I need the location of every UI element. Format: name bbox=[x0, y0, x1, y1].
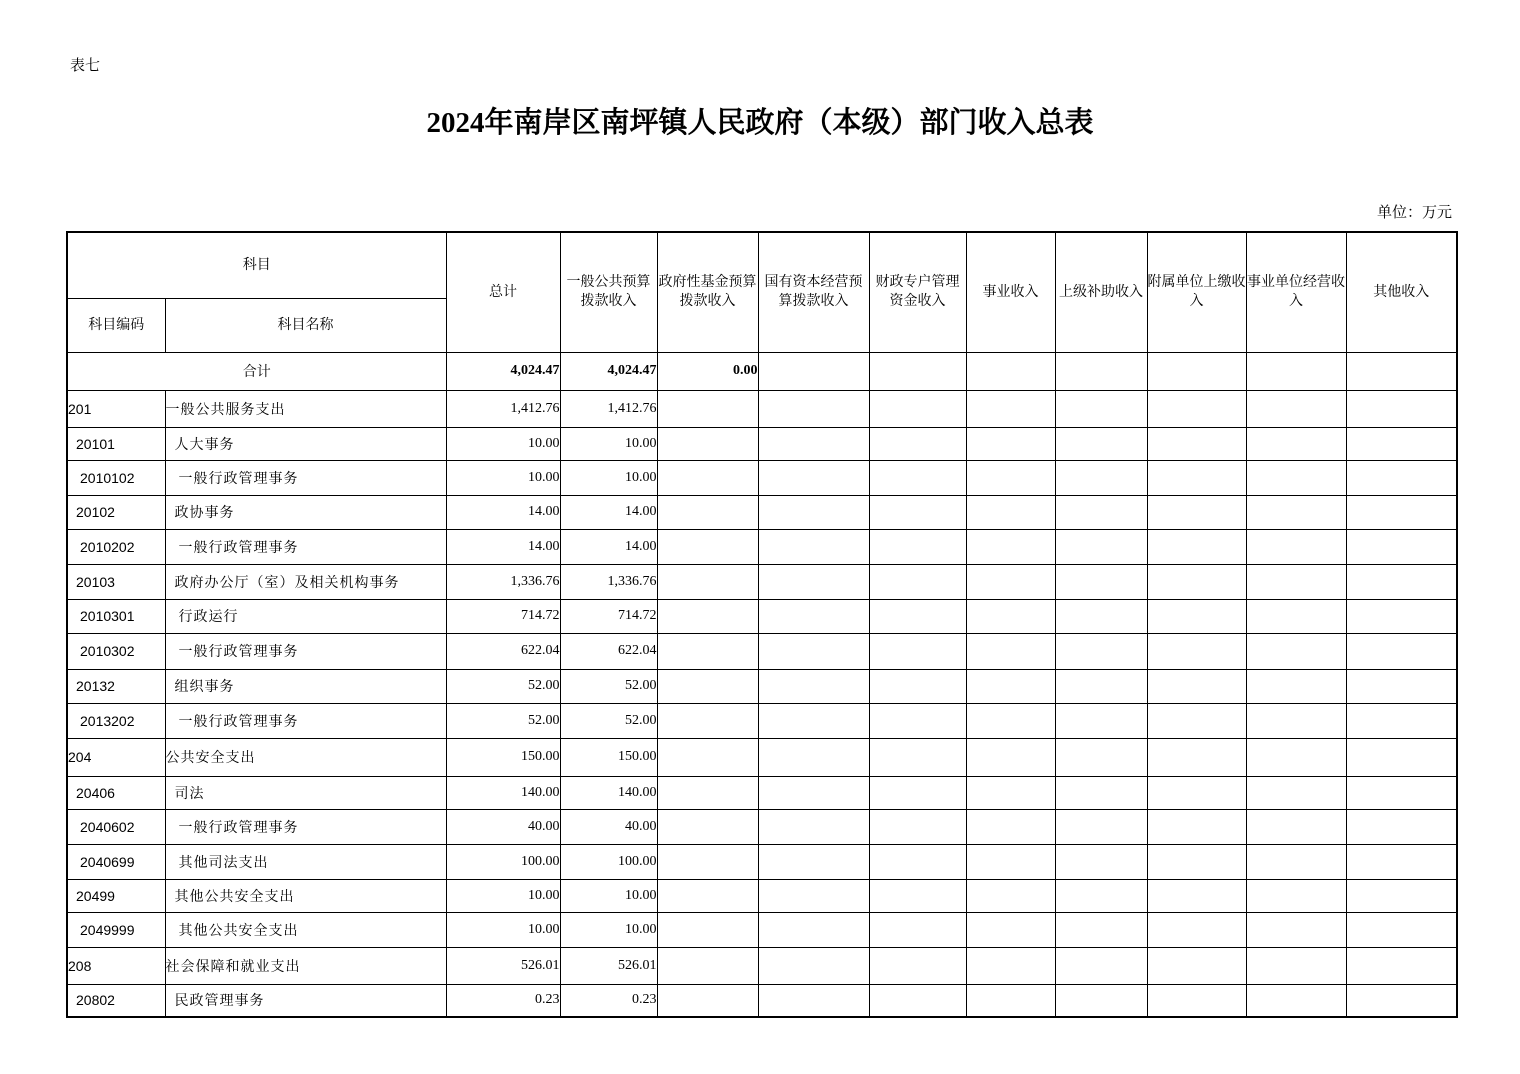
empty-cell bbox=[657, 564, 758, 599]
header-code: 科目编码 bbox=[67, 298, 165, 352]
empty-cell bbox=[758, 984, 869, 1017]
empty-cell bbox=[1055, 669, 1147, 703]
row-code: 2049999 bbox=[67, 912, 165, 947]
row-name: 一般行政管理事务 bbox=[165, 633, 446, 669]
empty-cell bbox=[657, 844, 758, 879]
table-row bbox=[67, 703, 1457, 738]
empty-cell bbox=[758, 947, 869, 984]
row-general-budget: 140.00 bbox=[560, 776, 657, 809]
empty-cell bbox=[758, 352, 869, 390]
empty-cell bbox=[657, 738, 758, 776]
empty-cell bbox=[1147, 669, 1246, 703]
empty-cell bbox=[657, 427, 758, 460]
empty-cell bbox=[758, 390, 869, 427]
row-name: 一般行政管理事务 bbox=[165, 809, 446, 844]
empty-cell bbox=[966, 633, 1055, 669]
empty-cell bbox=[869, 844, 966, 879]
row-general-budget: 10.00 bbox=[560, 460, 657, 495]
empty-cell bbox=[1346, 495, 1457, 529]
table-row bbox=[67, 912, 1457, 947]
row-name: 司法 bbox=[165, 776, 446, 809]
row-name: 其他公共安全支出 bbox=[165, 879, 446, 912]
empty-cell bbox=[657, 703, 758, 738]
empty-cell bbox=[758, 703, 869, 738]
empty-cell bbox=[1246, 390, 1346, 427]
empty-cell bbox=[1055, 776, 1147, 809]
empty-cell bbox=[1346, 427, 1457, 460]
table-row bbox=[67, 564, 1457, 599]
row-code: 2040602 bbox=[67, 809, 165, 844]
header-general-budget: 一般公共预算拨款收入 bbox=[560, 232, 657, 352]
table-row bbox=[67, 984, 1457, 1017]
empty-cell bbox=[966, 776, 1055, 809]
header-affiliated: 附属单位上缴收入 bbox=[1147, 232, 1246, 352]
empty-cell bbox=[1246, 352, 1346, 390]
row-code: 2010102 bbox=[67, 460, 165, 495]
row-total: 526.01 bbox=[446, 947, 560, 984]
empty-cell bbox=[1055, 947, 1147, 984]
empty-cell bbox=[1147, 495, 1246, 529]
row-general-budget: 10.00 bbox=[560, 427, 657, 460]
row-general-budget: 100.00 bbox=[560, 844, 657, 879]
empty-cell bbox=[1246, 947, 1346, 984]
row-general-budget: 52.00 bbox=[560, 669, 657, 703]
empty-cell bbox=[657, 879, 758, 912]
empty-cell bbox=[657, 947, 758, 984]
row-total: 10.00 bbox=[446, 879, 560, 912]
row-name: 政府办公厅（室）及相关机构事务 bbox=[165, 564, 446, 599]
empty-cell bbox=[869, 912, 966, 947]
row-general-budget: 622.04 bbox=[560, 633, 657, 669]
row-general-budget: 14.00 bbox=[560, 529, 657, 564]
table-row bbox=[67, 669, 1457, 703]
empty-cell bbox=[657, 633, 758, 669]
empty-cell bbox=[1147, 984, 1246, 1017]
empty-cell bbox=[1246, 495, 1346, 529]
row-name: 一般行政管理事务 bbox=[165, 703, 446, 738]
row-name: 民政管理事务 bbox=[165, 984, 446, 1017]
total-label: 合计 bbox=[67, 352, 446, 390]
row-general-budget: 10.00 bbox=[560, 912, 657, 947]
empty-cell bbox=[1346, 529, 1457, 564]
empty-cell bbox=[1346, 984, 1457, 1017]
row-code: 2010302 bbox=[67, 633, 165, 669]
empty-cell bbox=[758, 564, 869, 599]
empty-cell bbox=[1346, 390, 1457, 427]
empty-cell bbox=[869, 529, 966, 564]
row-total: 10.00 bbox=[446, 460, 560, 495]
row-code: 201 bbox=[67, 390, 165, 427]
empty-cell bbox=[966, 984, 1055, 1017]
empty-cell bbox=[869, 809, 966, 844]
row-name: 一般公共服务支出 bbox=[165, 390, 446, 427]
empty-cell bbox=[1055, 879, 1147, 912]
empty-cell bbox=[966, 460, 1055, 495]
empty-cell bbox=[758, 427, 869, 460]
empty-cell bbox=[1346, 669, 1457, 703]
empty-cell bbox=[758, 738, 869, 776]
row-total: 14.00 bbox=[446, 529, 560, 564]
empty-cell bbox=[758, 809, 869, 844]
empty-cell bbox=[1346, 633, 1457, 669]
empty-cell bbox=[966, 912, 1055, 947]
row-name: 其他公共安全支出 bbox=[165, 912, 446, 947]
empty-cell bbox=[1147, 390, 1246, 427]
row-total: 52.00 bbox=[446, 703, 560, 738]
empty-cell bbox=[657, 599, 758, 633]
table-row bbox=[67, 599, 1457, 633]
empty-cell bbox=[869, 984, 966, 1017]
empty-cell bbox=[1055, 738, 1147, 776]
empty-cell bbox=[869, 703, 966, 738]
empty-cell bbox=[1055, 529, 1147, 564]
row-name: 政协事务 bbox=[165, 495, 446, 529]
empty-cell bbox=[966, 390, 1055, 427]
empty-cell bbox=[758, 669, 869, 703]
empty-cell bbox=[1246, 844, 1346, 879]
empty-cell bbox=[966, 352, 1055, 390]
empty-cell bbox=[1346, 599, 1457, 633]
empty-cell bbox=[1055, 703, 1147, 738]
empty-cell bbox=[1147, 564, 1246, 599]
header-subject: 科目 bbox=[67, 232, 446, 298]
total-general-budget: 4,024.47 bbox=[560, 352, 657, 390]
empty-cell bbox=[758, 599, 869, 633]
row-code: 20132 bbox=[67, 669, 165, 703]
empty-cell bbox=[966, 427, 1055, 460]
table-row bbox=[67, 738, 1457, 776]
empty-cell bbox=[657, 809, 758, 844]
empty-cell bbox=[758, 776, 869, 809]
empty-cell bbox=[966, 495, 1055, 529]
empty-cell bbox=[758, 844, 869, 879]
row-total: 140.00 bbox=[446, 776, 560, 809]
empty-cell bbox=[1147, 427, 1246, 460]
row-total: 622.04 bbox=[446, 633, 560, 669]
empty-cell bbox=[869, 669, 966, 703]
row-general-budget: 150.00 bbox=[560, 738, 657, 776]
empty-cell bbox=[966, 947, 1055, 984]
table-row bbox=[67, 776, 1457, 809]
empty-cell bbox=[1246, 738, 1346, 776]
header-name: 科目名称 bbox=[165, 298, 446, 352]
table-row bbox=[67, 844, 1457, 879]
table-row bbox=[67, 947, 1457, 984]
row-name: 一般行政管理事务 bbox=[165, 529, 446, 564]
empty-cell bbox=[657, 495, 758, 529]
page-title: 2024年南岸区南坪镇人民政府（本级）部门收入总表 bbox=[426, 107, 1094, 139]
empty-cell bbox=[758, 495, 869, 529]
row-total: 1,336.76 bbox=[446, 564, 560, 599]
empty-cell bbox=[1147, 599, 1246, 633]
empty-cell bbox=[1246, 912, 1346, 947]
unit-label: 单位：万元 bbox=[1376, 203, 1452, 221]
empty-cell bbox=[1055, 564, 1147, 599]
row-total: 150.00 bbox=[446, 738, 560, 776]
row-general-budget: 1,336.76 bbox=[560, 564, 657, 599]
row-code: 20103 bbox=[67, 564, 165, 599]
row-total: 0.23 bbox=[446, 984, 560, 1017]
row-name: 行政运行 bbox=[165, 599, 446, 633]
empty-cell bbox=[869, 352, 966, 390]
row-general-budget: 0.23 bbox=[560, 984, 657, 1017]
empty-cell bbox=[1246, 460, 1346, 495]
empty-cell bbox=[869, 776, 966, 809]
row-code: 20499 bbox=[67, 879, 165, 912]
empty-cell bbox=[1346, 564, 1457, 599]
empty-cell bbox=[1055, 599, 1147, 633]
empty-cell bbox=[1246, 879, 1346, 912]
empty-cell bbox=[758, 879, 869, 912]
empty-cell bbox=[1147, 633, 1246, 669]
empty-cell bbox=[869, 390, 966, 427]
row-code: 20802 bbox=[67, 984, 165, 1017]
empty-cell bbox=[1346, 912, 1457, 947]
empty-cell bbox=[966, 599, 1055, 633]
empty-cell bbox=[1346, 947, 1457, 984]
empty-cell bbox=[1147, 947, 1246, 984]
income-table bbox=[66, 231, 1458, 1018]
empty-cell bbox=[1055, 844, 1147, 879]
row-total: 40.00 bbox=[446, 809, 560, 844]
empty-cell bbox=[1055, 390, 1147, 427]
empty-cell bbox=[1055, 984, 1147, 1017]
empty-cell bbox=[1147, 809, 1246, 844]
empty-cell bbox=[758, 529, 869, 564]
empty-cell bbox=[657, 912, 758, 947]
empty-cell bbox=[1246, 984, 1346, 1017]
empty-cell bbox=[1055, 633, 1147, 669]
empty-cell bbox=[1246, 427, 1346, 460]
row-general-budget: 1,412.76 bbox=[560, 390, 657, 427]
empty-cell bbox=[657, 776, 758, 809]
row-total: 714.72 bbox=[446, 599, 560, 633]
row-name: 一般行政管理事务 bbox=[165, 460, 446, 495]
empty-cell bbox=[1246, 669, 1346, 703]
table-row bbox=[67, 427, 1457, 460]
row-code: 2010301 bbox=[67, 599, 165, 633]
empty-cell bbox=[1055, 495, 1147, 529]
empty-cell bbox=[869, 427, 966, 460]
header-state-capital: 国有资本经营预算拨款收入 bbox=[758, 232, 869, 352]
empty-cell bbox=[1346, 776, 1457, 809]
empty-cell bbox=[1246, 809, 1346, 844]
row-general-budget: 714.72 bbox=[560, 599, 657, 633]
empty-cell bbox=[869, 495, 966, 529]
table-row bbox=[67, 809, 1457, 844]
row-general-budget: 14.00 bbox=[560, 495, 657, 529]
empty-cell bbox=[1346, 460, 1457, 495]
table-row bbox=[67, 390, 1457, 427]
table-row bbox=[67, 633, 1457, 669]
empty-cell bbox=[966, 703, 1055, 738]
empty-cell bbox=[966, 844, 1055, 879]
row-code: 2040699 bbox=[67, 844, 165, 879]
row-total: 52.00 bbox=[446, 669, 560, 703]
row-name: 其他司法支出 bbox=[165, 844, 446, 879]
row-total: 100.00 bbox=[446, 844, 560, 879]
empty-cell bbox=[657, 529, 758, 564]
empty-cell bbox=[869, 947, 966, 984]
table-row-total bbox=[67, 352, 1457, 390]
empty-cell bbox=[758, 912, 869, 947]
header-other: 其他收入 bbox=[1346, 232, 1457, 352]
empty-cell bbox=[1055, 460, 1147, 495]
row-total: 10.00 bbox=[446, 912, 560, 947]
row-name: 公共安全支出 bbox=[165, 738, 446, 776]
empty-cell bbox=[1246, 633, 1346, 669]
empty-cell bbox=[1147, 844, 1246, 879]
empty-cell bbox=[1055, 912, 1147, 947]
table-number-label: 表七 bbox=[70, 56, 101, 74]
empty-cell bbox=[1055, 352, 1147, 390]
empty-cell bbox=[1346, 352, 1457, 390]
empty-cell bbox=[966, 879, 1055, 912]
empty-cell bbox=[869, 599, 966, 633]
table-row bbox=[67, 529, 1457, 564]
empty-cell bbox=[1346, 738, 1457, 776]
empty-cell bbox=[1055, 427, 1147, 460]
empty-cell bbox=[1147, 352, 1246, 390]
row-code: 20406 bbox=[67, 776, 165, 809]
empty-cell bbox=[1147, 776, 1246, 809]
empty-cell bbox=[1147, 703, 1246, 738]
row-general-budget: 10.00 bbox=[560, 879, 657, 912]
empty-cell bbox=[1246, 529, 1346, 564]
total-sum: 4,024.47 bbox=[446, 352, 560, 390]
empty-cell bbox=[869, 460, 966, 495]
row-total: 14.00 bbox=[446, 495, 560, 529]
empty-cell bbox=[1346, 879, 1457, 912]
empty-cell bbox=[1246, 703, 1346, 738]
empty-cell bbox=[1346, 703, 1457, 738]
row-name: 社会保障和就业支出 bbox=[165, 947, 446, 984]
empty-cell bbox=[657, 460, 758, 495]
header-gov-fund: 政府性基金预算拨款收入 bbox=[657, 232, 758, 352]
table-row bbox=[67, 495, 1457, 529]
empty-cell bbox=[869, 564, 966, 599]
empty-cell bbox=[657, 390, 758, 427]
row-total: 1,412.76 bbox=[446, 390, 560, 427]
row-general-budget: 52.00 bbox=[560, 703, 657, 738]
empty-cell bbox=[966, 564, 1055, 599]
row-code: 204 bbox=[67, 738, 165, 776]
empty-cell bbox=[966, 529, 1055, 564]
empty-cell bbox=[1246, 776, 1346, 809]
row-code: 2010202 bbox=[67, 529, 165, 564]
header-operating: 事业单位经营收入 bbox=[1246, 232, 1346, 352]
empty-cell bbox=[1147, 738, 1246, 776]
row-general-budget: 526.01 bbox=[560, 947, 657, 984]
row-name: 人大事务 bbox=[165, 427, 446, 460]
header-business-income: 事业收入 bbox=[966, 232, 1055, 352]
total-gov-fund: 0.00 bbox=[657, 352, 758, 390]
row-code: 208 bbox=[67, 947, 165, 984]
empty-cell bbox=[1147, 912, 1246, 947]
empty-cell bbox=[657, 669, 758, 703]
header-special-fund: 财政专户管理资金收入 bbox=[869, 232, 966, 352]
empty-cell bbox=[1147, 460, 1246, 495]
table-row bbox=[67, 879, 1457, 912]
empty-cell bbox=[1055, 809, 1147, 844]
row-code: 20101 bbox=[67, 427, 165, 460]
empty-cell bbox=[758, 633, 869, 669]
empty-cell bbox=[758, 460, 869, 495]
empty-cell bbox=[869, 879, 966, 912]
row-code: 2013202 bbox=[67, 703, 165, 738]
header-total: 总计 bbox=[446, 232, 560, 352]
empty-cell bbox=[966, 809, 1055, 844]
row-name: 组织事务 bbox=[165, 669, 446, 703]
table-row bbox=[67, 460, 1457, 495]
empty-cell bbox=[966, 738, 1055, 776]
row-general-budget: 40.00 bbox=[560, 809, 657, 844]
empty-cell bbox=[1147, 879, 1246, 912]
empty-cell bbox=[869, 633, 966, 669]
empty-cell bbox=[1246, 564, 1346, 599]
empty-cell bbox=[869, 738, 966, 776]
empty-cell bbox=[1346, 844, 1457, 879]
empty-cell bbox=[1246, 599, 1346, 633]
row-code: 20102 bbox=[67, 495, 165, 529]
empty-cell bbox=[657, 984, 758, 1017]
header-higher-subsidy: 上级补助收入 bbox=[1055, 232, 1147, 352]
empty-cell bbox=[966, 669, 1055, 703]
empty-cell bbox=[1147, 529, 1246, 564]
row-total: 10.00 bbox=[446, 427, 560, 460]
empty-cell bbox=[1346, 809, 1457, 844]
